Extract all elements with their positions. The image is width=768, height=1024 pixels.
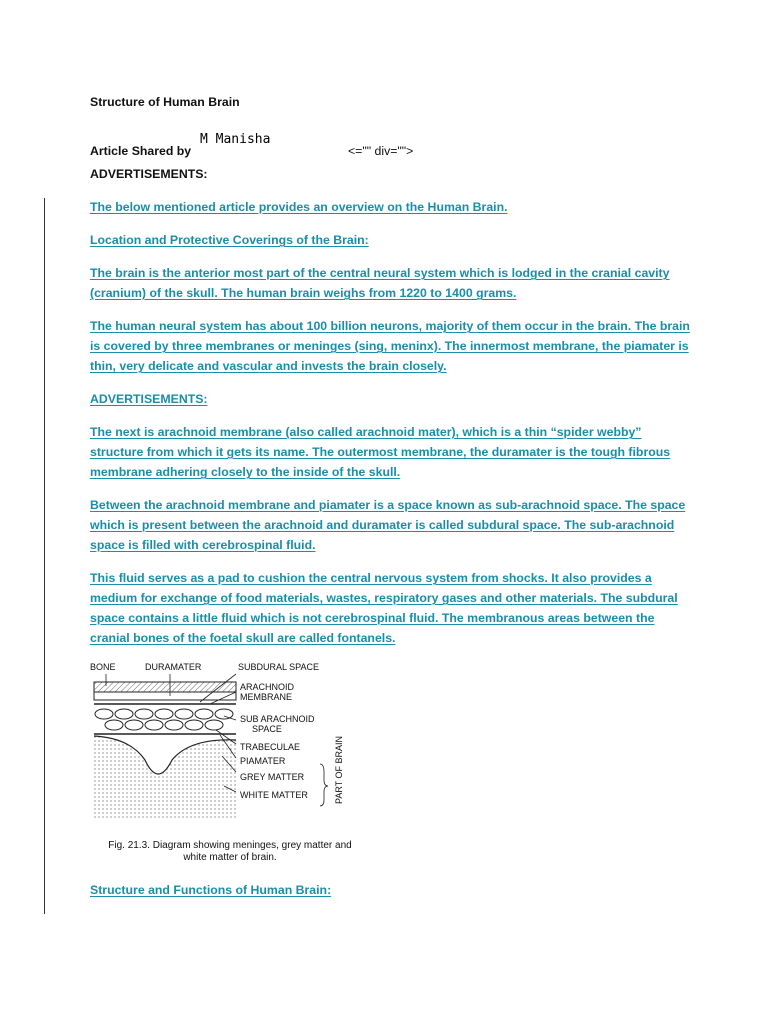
label-arachnoid-2: MEMBRANE (240, 692, 293, 702)
label-arachnoid-1: ARACHNOID (240, 682, 295, 692)
label-white-matter: WHITE MATTER (240, 790, 308, 800)
label-subarachnoid-1: SUB ARACHNOID (240, 714, 315, 724)
label-duramater: DURAMATER (145, 662, 202, 672)
subarachnoid-cells (95, 709, 233, 730)
paragraph-5-link[interactable]: This fluid serves as a pad to cushion the central nervous system from shocks. It also provides a medium for exchange of food materials, wastes, respiratory gases and other materials. The subdural space contains a little fluid which is not cerebrospinal fluid. The membranous areas between the cranial bones of the foetal skull are called fontanels. (90, 571, 678, 645)
heading-location-link[interactable]: Location and Protective Coverings of the Brain: (90, 233, 369, 247)
byline-label: Article Shared by (90, 144, 192, 158)
stray-markup-text: <="" div=""> (348, 144, 414, 158)
label-trabeculae: TRABECULAE (240, 742, 301, 752)
intro-link[interactable]: The below mentioned article provides an overview on the Human Brain. (90, 200, 508, 214)
advertisements-label: ADVERTISEMENTS: (90, 167, 208, 181)
label-piamater: PIAMATER (240, 756, 286, 766)
advertisements-link[interactable]: ADVERTISEMENTS: (90, 392, 208, 406)
paragraph-2-link[interactable]: The human neural system has about 100 billion neurons, majority of them occur in the brain. The brain is covered by three membranes or meninges (sing, meninx). The innermost membrane, the piamater is thin, very delicate and vascular and invests the brain closely. (90, 319, 690, 373)
figure-caption: Fig. 21.3. Diagram showing meninges, grey matter and white matter of brain. (108, 840, 352, 863)
author-name[interactable]: M Manisha (200, 132, 271, 147)
duramater-layer (94, 692, 236, 700)
grey-matter (94, 736, 236, 820)
label-subarachnoid-2: SPACE (252, 724, 282, 734)
article-title: Structure of Human Brain (90, 95, 240, 109)
byline (90, 130, 690, 158)
label-bone: BONE (90, 662, 116, 672)
meninges-diagram (90, 660, 360, 870)
label-grey-matter: GREY MATTER (240, 772, 305, 782)
label-subdural: SUBDURAL SPACE (238, 662, 320, 672)
left-margin-line (44, 198, 45, 914)
heading-structure-link[interactable]: Structure and Functions of Human Brain: (90, 883, 332, 897)
paragraph-4-link[interactable]: Between the arachnoid membrane and piamater is a space known as sub-arachnoid space. The space which is present between the arachnoid and duramater is called subdural space. The sub-arachnoid space is filled with cerebrospinal fluid. (90, 498, 686, 552)
label-part-of-brain: PART OF BRAIN (334, 735, 344, 804)
paragraph-1-link[interactable]: The brain is the anterior most part of the central neural system which is lodged in the cranial cavity (cranium) of the skull. The human brain weighs from 1220 to 1400 grams. (90, 266, 670, 300)
article-content (90, 92, 690, 900)
meninges-figure (90, 660, 360, 870)
paragraph-3-link[interactable]: The next is arachnoid membrane (also called arachnoid mater), which is a thin “spider webby” structure from which it gets its name. The outermost membrane, the duramater is the tough fibrous membrane adhering closely to the inside of the skull. (90, 425, 671, 479)
